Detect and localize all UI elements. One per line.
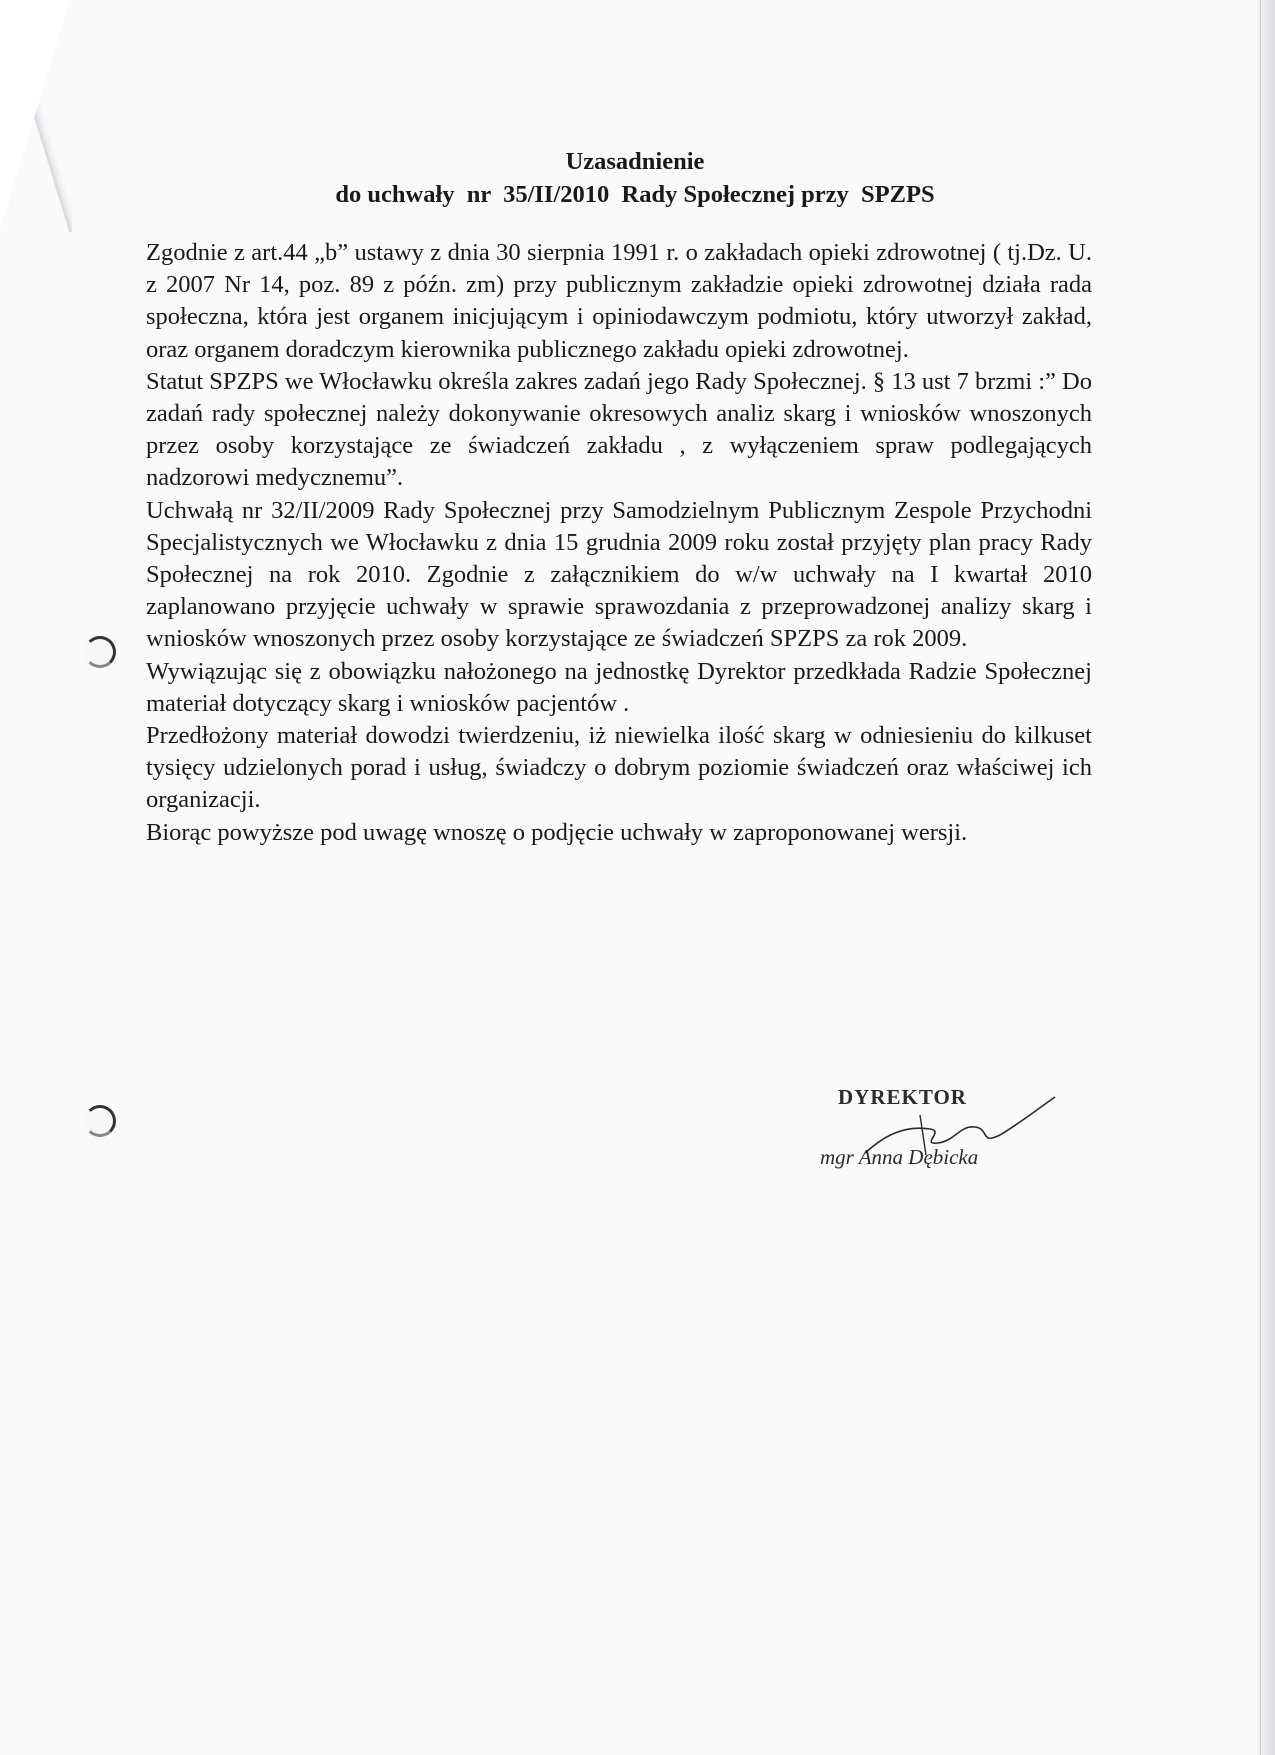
document-body	[146, 237, 1092, 849]
signature-block	[820, 1085, 1050, 1185]
signature-title: DYREKTOR	[838, 1085, 967, 1109]
punch-hole-bottom	[84, 1105, 116, 1137]
paragraph-conclusion: Biorąc powyższe pod uwagę wnoszę o podjęcie uchwały w zaproponowanej wersji.	[146, 818, 968, 846]
paragraph-material: Przedłożony materiał dowodzi twierdzeniu, iż niewielka ilość skarg w odniesieniu do kilkuset tysięcy udzielonych porad i usług, świadczy o dobrym poziomie świadczeń oraz właściwej ich organizacji.	[146, 722, 1092, 814]
document-title: Uzasadnienie	[565, 148, 705, 175]
paragraph-legal-basis: Zgodnie z art.44 „b” ustawy z dnia 30 sierpnia 1991 r. o zakładach opieki zdrowotnej ( tj.Dz. U. z 2007 Nr 14, poz. 89 z późn. zm) przy publicznym zakładzie opieki zdrowotnej działa rada społeczna, która jest organem inicjującym i opiniodawczym podmiotu, który utworzył zakład, oraz organem doradczym kierownika publicznego zakładu opieki zdrowotnej.	[146, 239, 1092, 363]
document-subtitle: do uchwały nr 35/II/2010 Rady Społecznej przy SPZPS	[335, 181, 935, 208]
paragraph-statute: Statut SPZPS we Włocławku określa zakres zadań jego Rady Społecznej. § 13 ust 7 brzmi :” Do zadań rady społecznej należy dokonywanie okresowych analiz skarg i wniosków wnoszonych przez osoby korzystające ze świadczeń zakładu , z wyłączeniem spraw podlegających nadzorowi medycznemu”.	[146, 367, 1093, 492]
folded-corner	[0, 0, 70, 230]
paragraph-resolution: Uchwałą nr 32/II/2009 Rady Społecznej przy Samodzielnym Publicznym Zespole Przychodni Specjalistycznych we Włocławku z dnia 15 grudnia 2009 roku został przyjęty plan pracy Rady Społecznej na rok 2010. Zgodnie z załącznikiem do w/w uchwały na I kwartał 2010 zaplanowano przyjęcie uchwały w sprawie sprawozdania z przeprowadzonej analizy skarg i wniosków wnoszonych przez osoby korzystające ze świadczeń SPZPS za rok 2009.	[146, 496, 1092, 653]
punch-hole-top	[84, 636, 116, 668]
document-header	[145, 145, 1125, 211]
signature-name: mgr Anna Dębicka	[820, 1145, 979, 1169]
page-edge-line	[1260, 0, 1261, 1755]
paragraph-obligation: Wywiązując się z obowiązku nałożonego na jednostkę Dyrektor przedkłada Radzie Społecznej materiał dotyczący skarg i wniosków pacjentów .	[146, 657, 1092, 717]
